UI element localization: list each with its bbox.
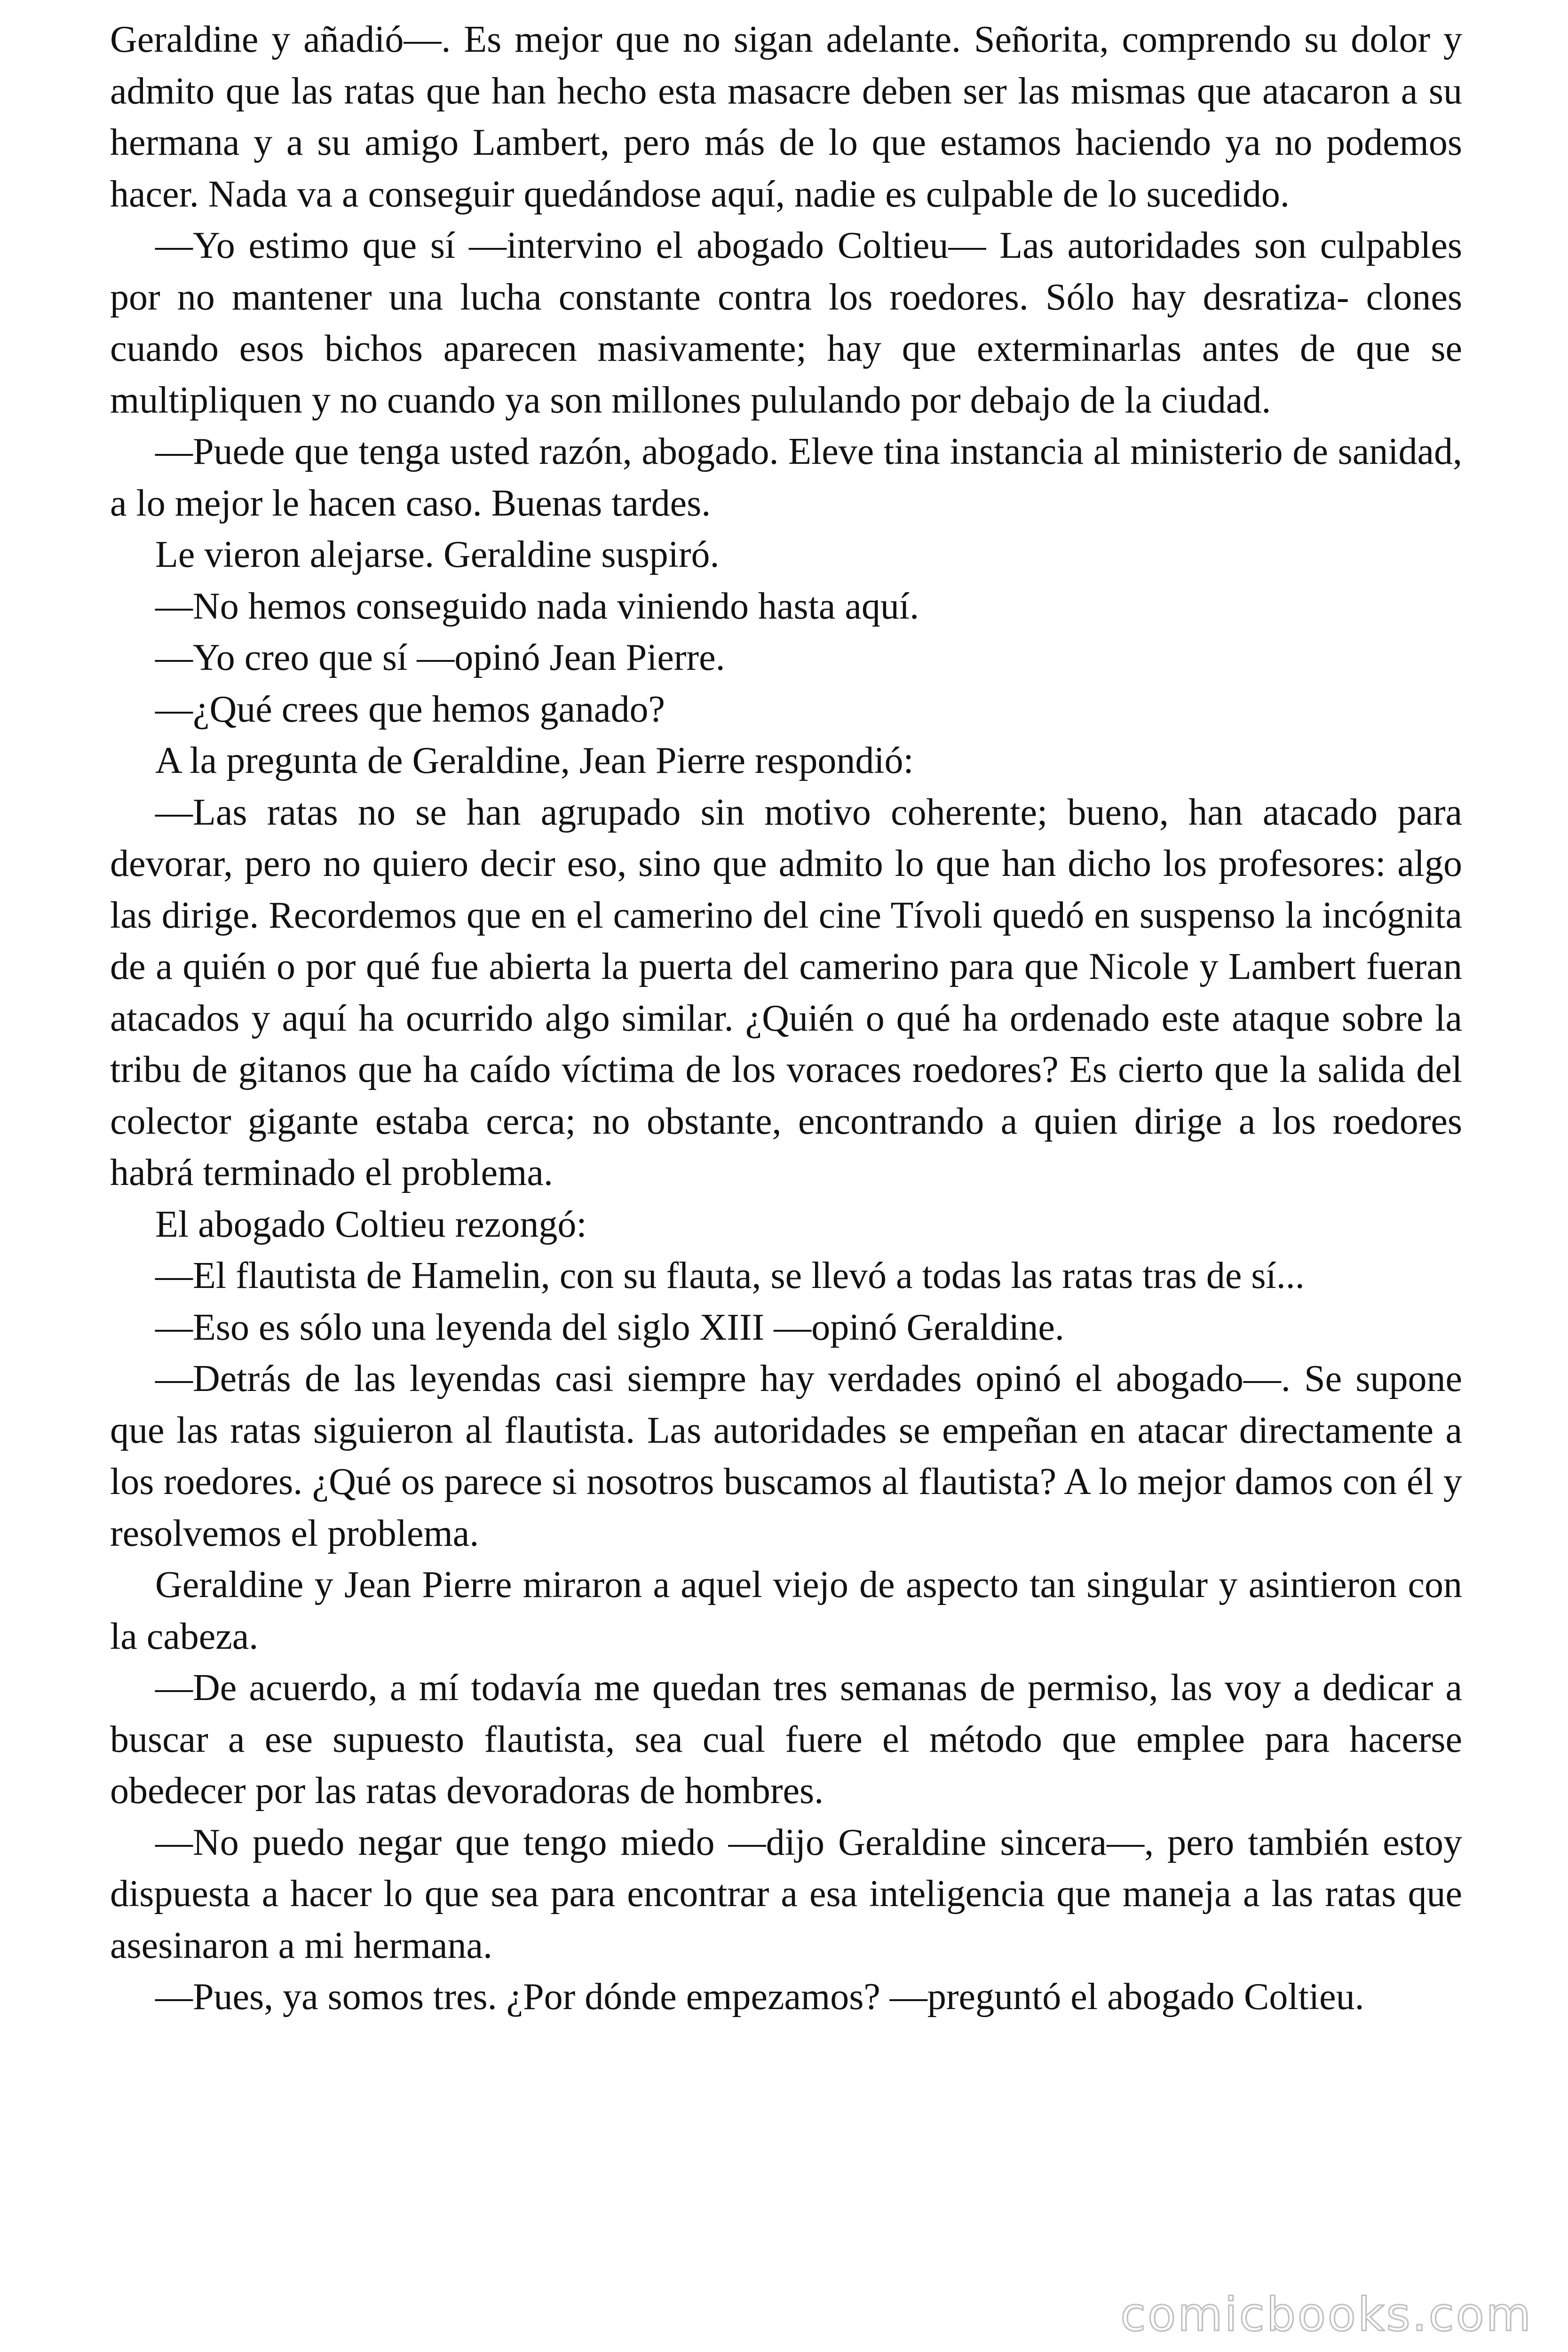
watermark: comicbooks.com [1120,2288,1533,2342]
document-page [110,14,1462,2023]
paragraph: —No hemos conseguido nada viniendo hasta aquí. [155,585,919,627]
paragraph: —De acuerdo, a mí todavía me quedan tres semanas de permiso, las voy a dedicar a buscar a ese supuesto flautista, sea cual fuere el método que emplee para hacerse obedecer por las ratas devoradoras de hombres. [110,1667,1462,1812]
paragraph: —¿Qué crees que hemos ganado? [155,688,665,730]
paragraph: —No puedo negar que tengo miedo —dijo Geraldine sincera—, pero también estoy dispuesta a hacer lo que sea para encontrar a esa inteligencia que maneja a las ratas que asesinaron a mi hermana. [110,1821,1462,1966]
paragraph: El abogado Coltieu rezongó: [155,1203,587,1245]
paragraph: —Yo estimo que sí —intervino el abogado Coltieu— Las autoridades son culpables por no mantener una lucha constante contra los roedores. Sólo hay desratiza- clones cuando esos bichos aparecen masivamente; hay que exterminarlas antes de que se multipliquen y no cuando ya son millones pululando por debajo de la ciudad. [110,225,1462,421]
paragraph: Geraldine y Jean Pierre miraron a aquel viejo de aspecto tan singular y asintieron con la cabeza. [110,1564,1462,1657]
paragraph: —Las ratas no se han agrupado sin motivo coherente; bueno, han atacado para devorar, pero no quiero decir eso, sino que admito lo que han dicho los profesores: algo las dirige. Recordemos que en el camerino del cine Tívoli quedó en suspenso la incógnita de a quién o por qué fue abierta la puerta del camerino para que Nicole y Lambert fueran atacados y aquí ha ocurrido algo similar. ¿Quién o qué ha ordenado este ataque sobre la tribu de gitanos que ha caído víctima de los voraces roedores? Es cierto que la salida del colector gigante estaba cerca; no obstante, encontrando a quien dirige a los roedores habrá terminado el problema. [110,791,1462,1193]
paragraph: —Puede que tenga usted razón, abogado. Eleve tina instancia al ministerio de sanidad, a lo mejor le hacen caso. Buenas tardes. [110,431,1462,524]
paragraph: —Detrás de las leyendas casi siempre hay verdades opinó el abogado—. Se supone que las ratas siguieron al flautista. Las autoridades se empeñan en atacar directamente a los roedores. ¿Qué os parece si nosotros buscamos al flautista? A lo mejor damos con él y resolvemos el problema. [110,1358,1462,1554]
paragraph: —Yo creo que sí —opinó Jean Pierre. [155,637,725,678]
paragraph: —Pues, ya somos tres. ¿Por dónde empezamos? —preguntó el abogado Coltieu. [155,1976,1364,2018]
paragraph: —Eso es sólo una leyenda del siglo XIII —opinó Geraldine. [155,1306,1064,1348]
paragraph: Geraldine y añadió—. Es mejor que no sigan adelante. Señorita, comprendo su dolor y admito que las ratas que han hecho esta masacre deben ser las mismas que atacaron a su hermana y a su amigo Lambert, pero más de lo que estamos haciendo ya no podemos hacer. Nada va a conseguir quedándose aquí, nadie es culpable de lo sucedido. [110,19,1462,215]
paragraph: A la pregunta de Geraldine, Jean Pierre respondió: [155,740,914,781]
paragraph: —El flautista de Hamelin, con su flauta, se llevó a todas las ratas tras de sí... [155,1255,1305,1296]
paragraph: Le vieron alejarse. Geraldine suspiró. [155,534,720,575]
